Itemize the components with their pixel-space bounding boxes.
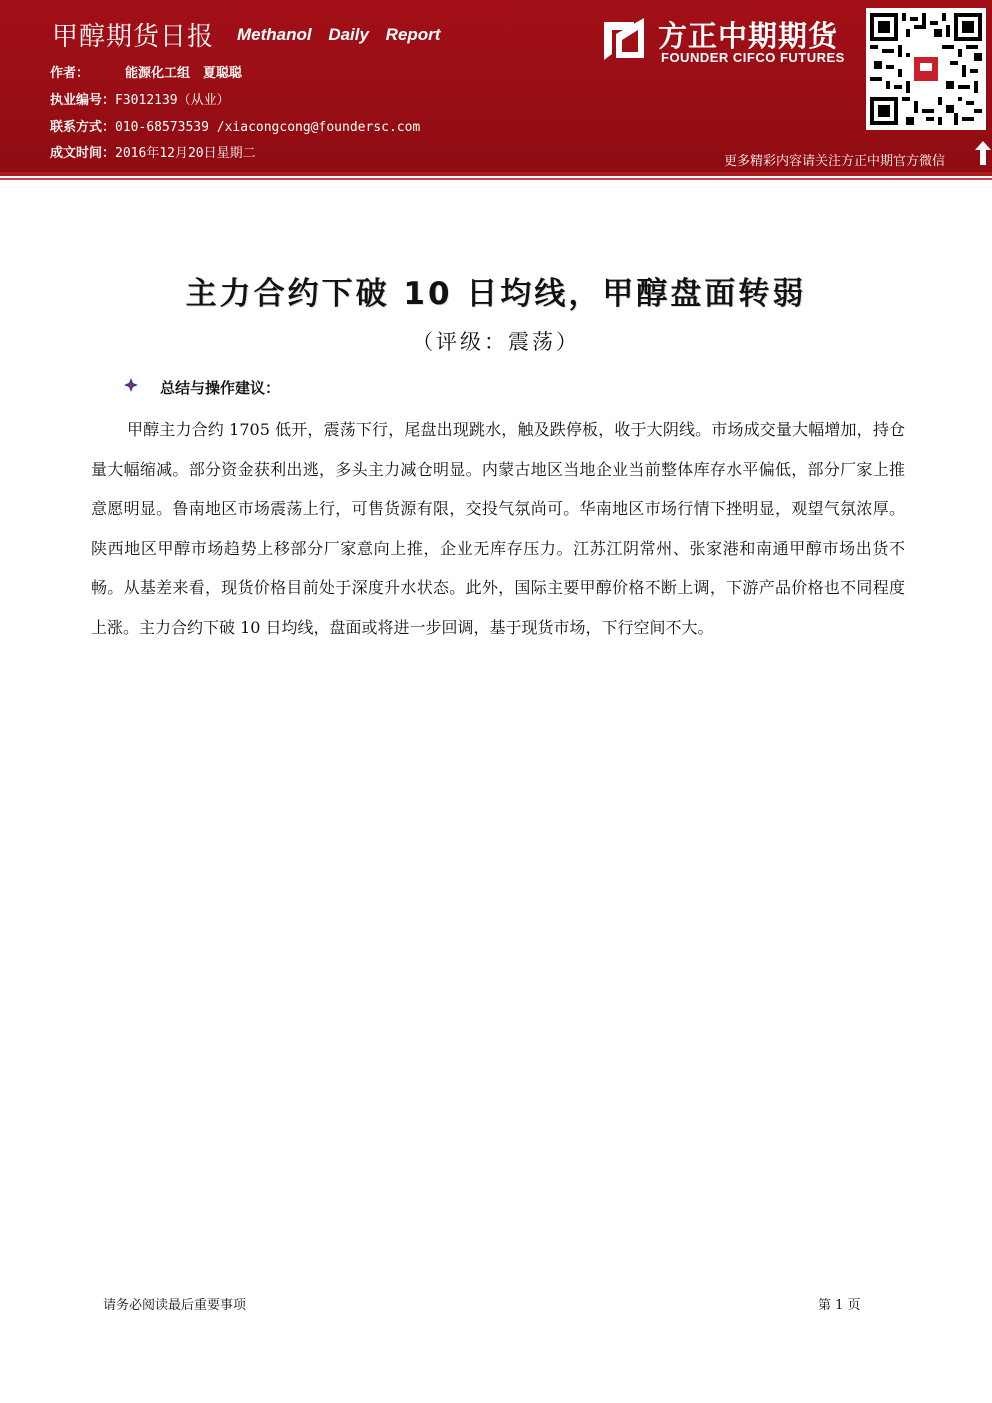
date-value: 2016年12月20日星期二 (115, 146, 256, 161)
report-title-cn: 甲醇期货日报 (52, 22, 215, 52)
qr-code-icon (870, 12, 982, 126)
date-line (50, 142, 256, 161)
qr-code[interactable] (866, 8, 986, 130)
contact-label: 联系方式： (50, 120, 116, 135)
date-label: 成文时间： (50, 146, 116, 161)
logo-text-cn: 方正中期期货 (658, 19, 839, 53)
logo-mark-icon (600, 14, 650, 64)
page-number: 第 1 页 (818, 1298, 861, 1313)
author-value: 能源化工组 夏聪聪 (125, 66, 243, 81)
author-label: 作者： (50, 66, 90, 81)
section-heading (128, 377, 280, 398)
section-heading-text: 总结与操作建议： (160, 379, 281, 397)
company-logo (600, 14, 860, 66)
page-title: 主力合约下破 10 日均线，甲醇盘面转弱 (185, 276, 807, 312)
header-divider-thin (0, 178, 992, 180)
report-title-en: Methanol Daily Report (237, 25, 441, 44)
license-line (50, 89, 230, 108)
summary-paragraph: 甲醇主力合约 1705 低开，震荡下行，尾盘出现跳水，触及跌停板，收于大阴线。市场成交量大幅增加，持仓量大幅缩减。部分资金获利出逃，多头主力减仓明显。内蒙古地区当地企业当前整体库存水平偏低，部分厂家上推意愿明显。鲁南地区市场震荡上行，可售货源有限，交投气氛尚可。华南地区市场行情下挫明显，观望气氛浓厚。陕西地区甲醇市场趋势上移部分厂家意向上推，企业无库存压力。江苏江阴常州、张家港和南通甲醇市场出货不畅。从基差来看，现货价格目前处于深度升水状态。此外，国际主要甲醇价格不断上调，下游产品价格也不同程度上涨。主力合约下破 10 日均线，盘面或将进一步回调，基于现货市场，下行空间不大。 (91, 420, 905, 637)
header-divider (0, 172, 992, 176)
follow-wechat-text: 更多精彩内容请关注方正中期官方微信 (724, 154, 946, 169)
rating: （评级：震荡） (412, 330, 580, 354)
contact-line (50, 116, 420, 135)
license-value: F3012139（从业） (115, 93, 230, 108)
footer-notice: 请务必阅读最后重要事项 (103, 1298, 247, 1313)
author-line (50, 62, 242, 81)
arrow-up-icon (974, 140, 992, 166)
license-label: 执业编号： (50, 93, 116, 108)
contact-value[interactable]: 010-68573539 /xiacongcong@foundersc.com (115, 120, 421, 135)
logo-text-en: FOUNDER CIFCO FUTURES (661, 50, 845, 65)
